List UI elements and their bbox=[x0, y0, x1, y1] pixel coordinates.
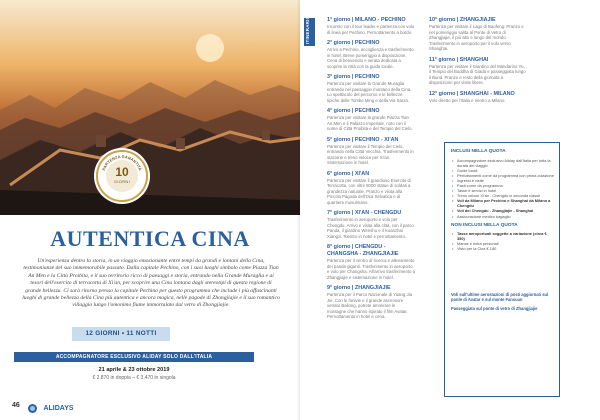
excluded-item: • Tasse aeroportuali soggette a variazione (circa € 350) bbox=[451, 231, 554, 241]
day-text: Incontro con il tour leader e partenza con volo di linea per Pechino. Pernottamento a bordo. bbox=[327, 24, 415, 35]
alidays-logo-text: ALIDAYS bbox=[43, 405, 74, 413]
day-title: 2° giorno | PECHINO bbox=[327, 40, 380, 46]
prices: € 2.870 in doppia – € 3.470 in singola bbox=[92, 375, 176, 381]
day-title: 11° giorno | SHANGHAI bbox=[429, 56, 489, 63]
day-text: Partenza per visitare il Lago di Baofeng. Pranzo e nel pomeriggio salita al Ponte di Vetro di Zhangjiajie, il più alto e lungo del mondo. Trasferimento in aeroporto per il volo verso Shanghai. bbox=[429, 24, 524, 51]
day-text: Arrivo a Pechino, accoglienza e trasferimento in hotel. Breve pomeriggio a disposizione. Cena di benvenuto e serata dedicata a scoprire la città con la guida locale. bbox=[327, 47, 414, 69]
day-title: 10° giorno | ZHANGJIAJIE bbox=[429, 17, 496, 23]
page-number: 46 bbox=[12, 402, 20, 409]
page-title: AUTENTICA CINA bbox=[50, 226, 250, 251]
included-item: • Guide locali bbox=[451, 168, 554, 173]
itinerary-day bbox=[429, 17, 527, 52]
day-title: 9° giorno | ZHANGJIAJIE bbox=[327, 285, 391, 291]
quota-note-flights: Voli sull'ultime aerostazioni di posti aggiornati sul ponte di Avatar e sul monte Fanxuan bbox=[451, 291, 549, 302]
day-text: Partenza per il centro di ricerca e allevamento dei panda giganti. Trasferimento in aeroporto e volo per Changsha. All'arrivo trasferimento a Zhangjiajie e sistemazione in hotel. bbox=[327, 258, 415, 280]
itinerary-day bbox=[327, 137, 415, 166]
itinerary-day bbox=[327, 210, 415, 239]
included-item: • Accompagnatore esclusivo Aliday dall'Italia per tutta la durata del viaggio bbox=[451, 158, 554, 168]
included-item: • Treno veloce Xi'an - Chengdu in seconda classe bbox=[451, 193, 554, 198]
itinerary-day bbox=[327, 74, 415, 103]
day-text: Partenza per visitare il Giardino del Mandarino Yu, il Tempio del Buddha di Giada e passeggiata lungo il Bund. Pranzo e resto della giornata a disposizione per visite libere. bbox=[429, 63, 526, 85]
duration-label: 12 GIORNI • 11 NOTTI bbox=[72, 327, 170, 341]
itinerary-day bbox=[327, 244, 415, 280]
itinerary-column-2 bbox=[429, 17, 527, 108]
included-item: • Tasse e servizi in hotel bbox=[451, 188, 554, 193]
great-wall-sunset-photo bbox=[0, 0, 300, 215]
right-page bbox=[300, 0, 600, 420]
included-title: INCLUSI NELLA QUOTA bbox=[451, 149, 506, 154]
itinerary-day bbox=[429, 91, 527, 104]
itinerary-day bbox=[429, 57, 527, 86]
itinerary-day bbox=[327, 171, 415, 206]
excluded-title: NON INCLUSI NELLA QUOTA bbox=[451, 222, 518, 228]
itinerary-day bbox=[327, 40, 415, 69]
day-title: 3° giorno | PECHINO bbox=[327, 74, 380, 80]
itinerary-side-tab-label: ITINERARIO bbox=[305, 15, 310, 44]
day-text: Partenza per visitare la grande Piazza Tian An Men e il Palazzo Imperiale, noto con il nome di Città Proibita e del Tempio del Cielo. bbox=[327, 115, 413, 131]
included-item: • Assicurazione medico bagaglio bbox=[451, 214, 554, 219]
day-title: 1° giorno | MILANO - PECHINO bbox=[327, 17, 406, 23]
badge-days-unit: GIORNI bbox=[113, 179, 131, 184]
badge-arc-text bbox=[98, 152, 146, 200]
day-text: Partenza per visitare il Tempio del Cielo, entrando nella Città Vecchia. Trasferimento in stazione e treno veloce per Xi'an. Sistemazione in hotel. bbox=[327, 143, 414, 165]
badge-days-number: 10 bbox=[115, 165, 129, 179]
guaranteed-departure-badge bbox=[96, 150, 148, 202]
alidays-logo bbox=[28, 400, 74, 412]
day-title: 12° giorno | SHANGHAI - MILANO bbox=[429, 90, 515, 97]
day-title: 5° giorno | PECHINO - XI'AN bbox=[327, 136, 399, 143]
departure-dates: 21 aprile & 23 ottobre 2019 bbox=[98, 367, 170, 373]
badge-arc-label: PARTENZA GARANTITA bbox=[100, 153, 144, 172]
included-item: • Voli dei Chengdu - Zhangjiajie - Shanghai bbox=[451, 208, 554, 213]
intro-paragraph: Un'esperienza dentro la storia, in un viaggio emozionante entre tempi da grandi e lontani della Cina, testimonianze del suo immemorabile passato. Dalla capitale Pechino, con i suoi luoghi simbolo come Piazza Tian An Men e la Città Proibita, e il suo territorio ricco di paesaggi e storia, entrando nella Grande Muraglia e ai tesori dell'esercito di terracotta di Xi'an, per scoprire una Cina lontana dagli stereotipi di questa regione di grande bellezza. Ci sarà ritorno presso la capitale Pechino per questo programma che include i più affascinanti luoghi di grande bellezza della Cina più autentica e ancora magica, nelle pagode di Zhongjiajie e il suo romantico villaggio lungo l'omonimo fiume immortalato dal vetro di Zhongjiajie. bbox=[22, 258, 280, 309]
included-item: • Ingressi e visite bbox=[451, 178, 554, 183]
day-title: 7° giorno | XI'AN - CHENGDU bbox=[327, 210, 402, 216]
day-text: Trasferimento in aeroporto e volo per Chengdu. Arrivo e visita alla città, con il parco Panda, il giardino Wenshu e il Kuanzhai Xiangzi. Rientro in hotel e pernottamento. bbox=[327, 217, 414, 239]
itinerary-side-tab bbox=[304, 15, 315, 46]
quota-box bbox=[444, 142, 560, 397]
day-title: 4° giorno | PECHINO bbox=[327, 108, 380, 114]
itinerary-day bbox=[327, 17, 415, 35]
excluded-item: • Visto per la Cina € 180 bbox=[451, 246, 554, 251]
included-item: • Pernottamenti come da programma con prima colazione bbox=[451, 173, 554, 178]
day-text: Volo diretto per l'Italia e rientro a Milano. bbox=[429, 97, 506, 103]
quota-note-glass-bridge: Passeggiata sul ponte di vetro di Zhangjiajie bbox=[451, 306, 538, 312]
excluded-list bbox=[451, 231, 554, 251]
escort-banner: ACCOMPAGNATORE ESCLUSIVO ALIDAY SOLO DALL'ITALIA bbox=[14, 352, 254, 362]
day-text: Partenza per visitare il grandioso Esercito di Terracotta, con oltre 8000 statue di soldati a grandezza naturale. Pranzo e visita alla Piccola Pagoda dell'Oca Selvatica e al quartiere musulmano. bbox=[327, 177, 411, 205]
alidays-logo-icon bbox=[28, 404, 37, 413]
day-text: Partenza per visitare la Grande Muraglia entrando nel paesaggio montano della Cina. Lo spettacolo del percorso e le bellezze tipiche delle Tombe Ming e della Via Sacra. bbox=[327, 81, 412, 103]
great-wall-illustration bbox=[0, 0, 300, 215]
excluded-item: • Mance e extra personali bbox=[451, 241, 554, 246]
svg-text:PARTENZA GARANTITA bbox=[101, 154, 143, 171]
itinerary-day bbox=[327, 285, 415, 320]
day-title: 8° giorno | CHENGDU - CHANGSHA - ZHANGJIAJIE bbox=[327, 244, 399, 257]
included-list bbox=[451, 158, 554, 219]
day-text: Partenza per il Parco Nazionale di Yuang Jia Jie. Con le funivie e il grande ascensore vetrato Bailong, potrete ammirare le montagne che hanno ispirato il film Avatar. Pernottamento in hotel e cena. bbox=[327, 292, 412, 319]
day-title: 6° giorno | XI'AN bbox=[327, 170, 370, 177]
itinerary-day bbox=[327, 108, 415, 132]
itinerary-column-1 bbox=[327, 17, 415, 325]
included-item: • Voli da Milano per Pechino e Shanghai da Milano a Chengdu bbox=[451, 198, 554, 208]
included-item: • Pasti come da programma bbox=[451, 183, 554, 188]
